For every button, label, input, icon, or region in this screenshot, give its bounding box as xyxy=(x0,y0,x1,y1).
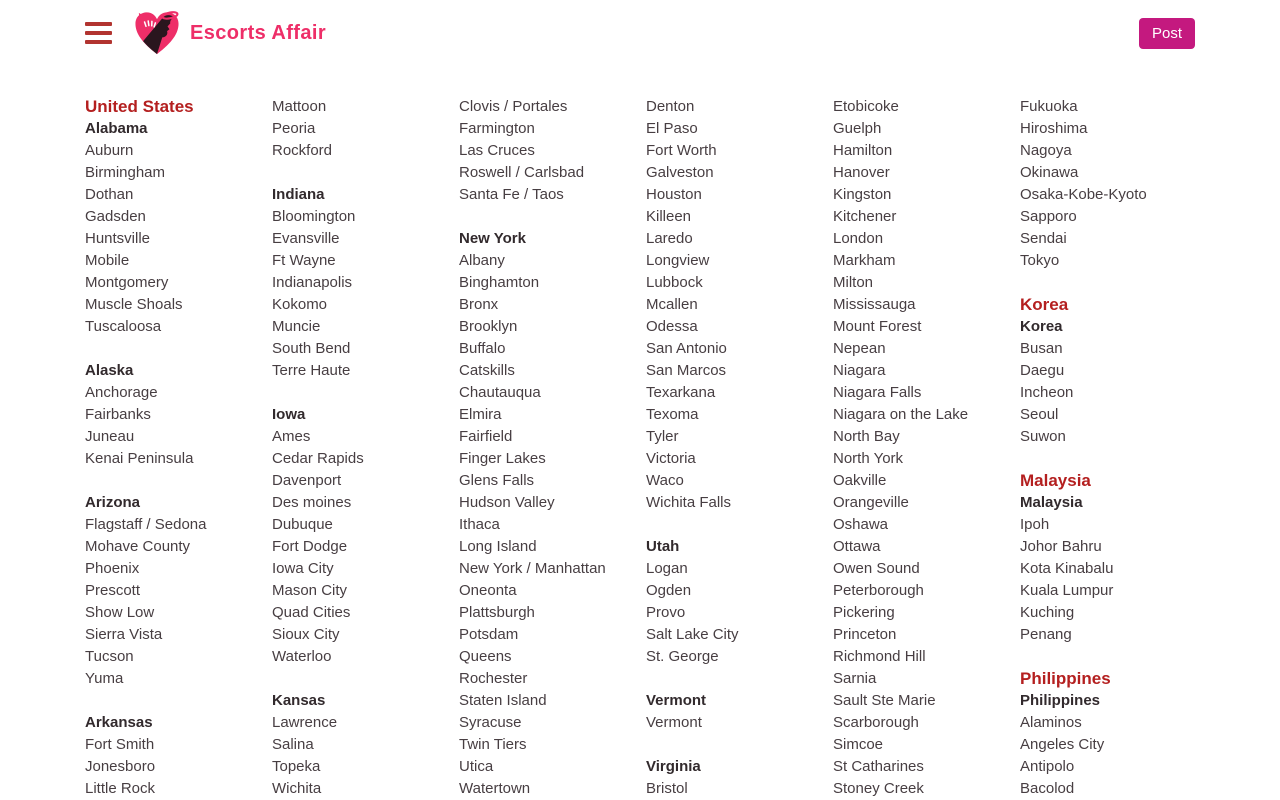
city-link[interactable]: Waterloo xyxy=(272,648,332,665)
city-link[interactable]: London xyxy=(833,230,884,247)
city-link[interactable]: Tuscaloosa xyxy=(85,318,162,335)
city-link[interactable]: San Marcos xyxy=(646,362,727,379)
city-link[interactable]: Syracuse xyxy=(459,714,522,731)
city-link[interactable]: Princeton xyxy=(833,626,897,643)
post-button[interactable]: Post xyxy=(1139,18,1195,49)
city-link[interactable]: Kitchener xyxy=(833,208,897,225)
city-link[interactable]: Busan xyxy=(1020,340,1063,357)
city-link[interactable]: Las Cruces xyxy=(459,142,535,159)
city-link[interactable]: Ithaca xyxy=(459,516,500,533)
city-link[interactable]: Des moines xyxy=(272,494,352,511)
city-link[interactable]: Mcallen xyxy=(646,296,698,313)
city-link[interactable]: Finger Lakes xyxy=(459,450,546,467)
city-link[interactable]: Nagoya xyxy=(1020,142,1072,159)
city-link[interactable]: Sapporo xyxy=(1020,208,1077,225)
city-link[interactable]: Fort Dodge xyxy=(272,538,348,555)
city-link[interactable]: Show Low xyxy=(85,604,155,621)
city-link[interactable]: Lubbock xyxy=(646,274,703,291)
state-header[interactable]: Arkansas xyxy=(85,714,153,731)
city-link[interactable]: Albany xyxy=(459,252,505,269)
column-gap xyxy=(646,514,833,536)
city-link[interactable]: Tucson xyxy=(85,648,134,665)
site-logo[interactable] xyxy=(133,11,326,56)
city-link[interactable]: New York / Manhattan xyxy=(459,560,606,577)
country-header: Korea xyxy=(1020,295,1069,314)
city-link[interactable]: Brooklyn xyxy=(459,318,518,335)
column-gap xyxy=(459,206,646,228)
city-link[interactable]: Plattsburgh xyxy=(459,604,535,621)
city-link[interactable]: Guelph xyxy=(833,120,882,137)
city-link[interactable]: Fort Worth xyxy=(646,142,717,159)
city-link[interactable]: Mobile xyxy=(85,252,130,269)
city-link[interactable]: Etobicoke xyxy=(833,98,899,115)
state-header[interactable]: Iowa xyxy=(272,406,306,423)
column-gap xyxy=(272,162,459,184)
city-link[interactable]: Alaminos xyxy=(1020,714,1082,731)
city-link[interactable]: Bristol xyxy=(646,780,688,797)
city-link[interactable]: Binghamton xyxy=(459,274,540,291)
city-link[interactable]: Odessa xyxy=(646,318,698,335)
city-link[interactable]: Catskills xyxy=(459,362,515,379)
state-header[interactable]: Korea xyxy=(1020,318,1063,335)
city-link[interactable]: Evansville xyxy=(272,230,340,247)
city-link[interactable]: Pickering xyxy=(833,604,895,621)
state-header[interactable]: Malaysia xyxy=(1020,494,1083,511)
city-link[interactable]: Bronx xyxy=(459,296,499,313)
city-link[interactable]: Oshawa xyxy=(833,516,889,533)
city-link[interactable]: Texoma xyxy=(646,406,699,423)
menu-bar xyxy=(85,31,112,35)
city-link[interactable]: Kota Kinabalu xyxy=(1020,560,1114,577)
city-link[interactable]: Lawrence xyxy=(272,714,338,731)
city-link[interactable]: Peoria xyxy=(272,120,316,137)
city-link[interactable]: Killeen xyxy=(646,208,692,225)
city-link[interactable]: Salt Lake City xyxy=(646,626,739,643)
city-link[interactable]: Farmington xyxy=(459,120,535,137)
city-link[interactable]: Fairbanks xyxy=(85,406,151,423)
directory-column xyxy=(272,96,459,800)
city-link[interactable]: Mason City xyxy=(272,582,348,599)
city-link[interactable]: Hudson Valley xyxy=(459,494,555,511)
city-link[interactable]: Salina xyxy=(272,736,314,753)
city-link[interactable]: Topeka xyxy=(272,758,321,775)
state-header[interactable]: Arizona xyxy=(85,494,141,511)
column-gap xyxy=(1020,272,1207,294)
country-header: Malaysia xyxy=(1020,471,1091,490)
city-link[interactable]: Waco xyxy=(646,472,684,489)
menu-bar xyxy=(85,22,112,26)
city-link[interactable]: Oakville xyxy=(833,472,887,489)
city-link[interactable]: Queens xyxy=(459,648,512,665)
column-gap xyxy=(85,470,272,492)
city-link[interactable]: Seoul xyxy=(1020,406,1059,423)
city-link[interactable]: Kuching xyxy=(1020,604,1075,621)
city-link[interactable]: Incheon xyxy=(1020,384,1074,401)
city-link[interactable]: Birmingham xyxy=(85,164,166,181)
city-link[interactable]: Little Rock xyxy=(85,780,156,797)
directory-column xyxy=(833,96,1020,800)
city-link[interactable]: Buffalo xyxy=(459,340,506,357)
city-link[interactable]: Oneonta xyxy=(459,582,517,599)
city-link[interactable]: Longview xyxy=(646,252,710,269)
city-link[interactable]: Orangeville xyxy=(833,494,909,511)
city-link[interactable]: North Bay xyxy=(833,428,900,445)
city-link[interactable]: Houston xyxy=(646,186,702,203)
city-link[interactable]: Anchorage xyxy=(85,384,158,401)
column-gap xyxy=(272,382,459,404)
city-link[interactable]: Quad Cities xyxy=(272,604,351,621)
city-link[interactable]: St. George xyxy=(646,648,719,665)
city-link[interactable]: Johor Bahru xyxy=(1020,538,1102,555)
menu-icon[interactable] xyxy=(85,20,112,46)
menu-bar xyxy=(85,40,112,44)
city-link[interactable]: San Antonio xyxy=(646,340,727,357)
city-link[interactable]: Auburn xyxy=(85,142,134,159)
city-link[interactable]: Antipolo xyxy=(1020,758,1075,775)
city-link[interactable]: Ft Wayne xyxy=(272,252,336,269)
city-link[interactable]: Elmira xyxy=(459,406,502,423)
city-link[interactable]: Potsdam xyxy=(459,626,519,643)
city-link[interactable]: Juneau xyxy=(85,428,135,445)
city-link[interactable]: Hamilton xyxy=(833,142,893,159)
column-gap xyxy=(646,668,833,690)
city-link[interactable]: Santa Fe / Taos xyxy=(459,186,564,203)
city-link[interactable]: Rockford xyxy=(272,142,333,159)
city-link[interactable]: Dubuque xyxy=(272,516,333,533)
city-link[interactable]: Sault Ste Marie xyxy=(833,692,936,709)
city-link[interactable]: Indianapolis xyxy=(272,274,353,291)
city-link[interactable]: Ames xyxy=(272,428,311,445)
city-link[interactable]: Clovis / Portales xyxy=(459,98,568,115)
city-link[interactable]: Suwon xyxy=(1020,428,1066,445)
column-gap xyxy=(646,734,833,756)
city-link[interactable]: Sarnia xyxy=(833,670,877,687)
city-link[interactable]: Roswell / Carlsbad xyxy=(459,164,585,181)
column-gap xyxy=(272,668,459,690)
city-link[interactable]: Prescott xyxy=(85,582,141,599)
column-gap xyxy=(85,338,272,360)
city-link[interactable]: Niagara xyxy=(833,362,886,379)
city-link[interactable]: Vermont xyxy=(646,714,702,731)
directory-column xyxy=(1020,96,1207,800)
city-link[interactable]: Ipoh xyxy=(1020,516,1050,533)
state-header[interactable]: New York xyxy=(459,230,526,247)
city-link[interactable]: Milton xyxy=(833,274,874,291)
city-link[interactable]: St Catharines xyxy=(833,758,924,775)
country-header: United States xyxy=(85,97,194,116)
column-gap xyxy=(1020,646,1207,668)
city-link[interactable]: Kuala Lumpur xyxy=(1020,582,1114,599)
city-link[interactable]: Osaka-Kobe-Kyoto xyxy=(1020,186,1147,203)
state-header[interactable]: Utah xyxy=(646,538,680,555)
city-link[interactable]: Cedar Rapids xyxy=(272,450,364,467)
city-link[interactable]: Wichita Falls xyxy=(646,494,732,511)
city-link[interactable]: Victoria xyxy=(646,450,696,467)
city-link[interactable]: Jonesboro xyxy=(85,758,156,775)
column-gap xyxy=(85,690,272,712)
city-link[interactable]: Fairfield xyxy=(459,428,513,445)
city-link[interactable]: Laredo xyxy=(646,230,693,247)
city-link[interactable]: Richmond Hill xyxy=(833,648,926,665)
city-link[interactable]: El Paso xyxy=(646,120,698,137)
city-link[interactable]: Tokyo xyxy=(1020,252,1060,269)
city-link[interactable]: Rochester xyxy=(459,670,528,687)
city-link[interactable]: Utica xyxy=(459,758,494,775)
city-link[interactable]: Mattoon xyxy=(272,98,327,115)
city-link[interactable]: Angeles City xyxy=(1020,736,1105,753)
city-link[interactable]: Okinawa xyxy=(1020,164,1079,181)
city-link[interactable]: Hanover xyxy=(833,164,890,181)
state-header[interactable]: Alaska xyxy=(85,362,134,379)
state-header[interactable]: Kansas xyxy=(272,692,326,709)
city-link[interactable]: Muncie xyxy=(272,318,321,335)
city-link[interactable]: Scarborough xyxy=(833,714,919,731)
city-link[interactable]: Kokomo xyxy=(272,296,328,313)
city-link[interactable]: Bacolod xyxy=(1020,780,1075,797)
directory-columns xyxy=(85,96,1280,800)
city-link[interactable]: Chautauqua xyxy=(459,384,541,401)
city-link[interactable]: Montgomery xyxy=(85,274,169,291)
city-link[interactable]: Tyler xyxy=(646,428,679,445)
city-link[interactable]: Mississauga xyxy=(833,296,916,313)
city-link[interactable]: Sierra Vista xyxy=(85,626,163,643)
directory-section xyxy=(0,66,1280,800)
column-gap xyxy=(1020,448,1207,470)
state-header[interactable]: Vermont xyxy=(646,692,707,709)
heart-logo-icon xyxy=(133,11,181,56)
country-header: Philippines xyxy=(1020,669,1111,688)
city-link[interactable]: Hiroshima xyxy=(1020,120,1088,137)
city-link[interactable]: Ottawa xyxy=(833,538,881,555)
city-link[interactable]: Peterborough xyxy=(833,582,924,599)
city-link[interactable]: Kenai Peninsula xyxy=(85,450,194,467)
city-link[interactable]: Sioux City xyxy=(272,626,340,643)
city-link[interactable]: Glens Falls xyxy=(459,472,535,489)
city-link[interactable]: North York xyxy=(833,450,904,467)
city-link[interactable]: Simcoe xyxy=(833,736,884,753)
city-link[interactable]: Stoney Creek xyxy=(833,780,924,797)
city-link[interactable]: Staten Island xyxy=(459,692,547,709)
city-link[interactable]: Niagara Falls xyxy=(833,384,922,401)
city-link[interactable]: Owen Sound xyxy=(833,560,920,577)
city-link[interactable]: Nepean xyxy=(833,340,886,357)
city-link[interactable]: Flagstaff / Sedona xyxy=(85,516,207,533)
top-header xyxy=(0,0,1280,66)
city-link[interactable]: Bloomington xyxy=(272,208,356,225)
city-link[interactable]: Twin Tiers xyxy=(459,736,527,753)
city-link[interactable]: Fukuoka xyxy=(1020,98,1078,115)
city-link[interactable]: Long Island xyxy=(459,538,537,555)
directory-column xyxy=(646,96,833,800)
directory-column xyxy=(85,96,272,800)
city-link[interactable]: Dothan xyxy=(85,186,134,203)
city-link[interactable]: Davenport xyxy=(272,472,342,489)
city-link[interactable]: Penang xyxy=(1020,626,1072,643)
state-header[interactable]: Virginia xyxy=(646,758,701,775)
city-link[interactable]: Muscle Shoals xyxy=(85,296,183,313)
city-link[interactable]: Niagara on the Lake xyxy=(833,406,969,423)
city-link[interactable]: Huntsville xyxy=(85,230,151,247)
city-link[interactable]: Mount Forest xyxy=(833,318,922,335)
city-link[interactable]: Terre Haute xyxy=(272,362,351,379)
city-link[interactable]: Phoenix xyxy=(85,560,140,577)
city-link[interactable]: Texarkana xyxy=(646,384,716,401)
city-link[interactable]: Markham xyxy=(833,252,896,269)
city-link[interactable]: Yuma xyxy=(85,670,124,687)
city-link[interactable]: South Bend xyxy=(272,340,351,357)
city-link[interactable]: Daegu xyxy=(1020,362,1065,379)
city-link[interactable]: Kingston xyxy=(833,186,892,203)
city-link[interactable]: Watertown xyxy=(459,780,531,797)
state-header[interactable]: Alabama xyxy=(85,120,148,137)
city-link[interactable]: Logan xyxy=(646,560,688,577)
city-link[interactable]: Fort Smith xyxy=(85,736,155,753)
city-link[interactable]: Wichita xyxy=(272,780,322,797)
state-header[interactable]: Philippines xyxy=(1020,692,1101,709)
city-link[interactable]: Ogden xyxy=(646,582,692,599)
city-link[interactable]: Gadsden xyxy=(85,208,146,225)
city-link[interactable]: Denton xyxy=(646,98,695,115)
directory-column xyxy=(459,96,646,800)
site-title: Escorts Affair xyxy=(190,21,327,44)
city-link[interactable]: Mohave County xyxy=(85,538,191,555)
city-link[interactable]: Iowa City xyxy=(272,560,334,577)
city-link[interactable]: Galveston xyxy=(646,164,714,181)
city-link[interactable]: Sendai xyxy=(1020,230,1067,247)
city-link[interactable]: Provo xyxy=(646,604,686,621)
state-header[interactable]: Indiana xyxy=(272,186,325,203)
